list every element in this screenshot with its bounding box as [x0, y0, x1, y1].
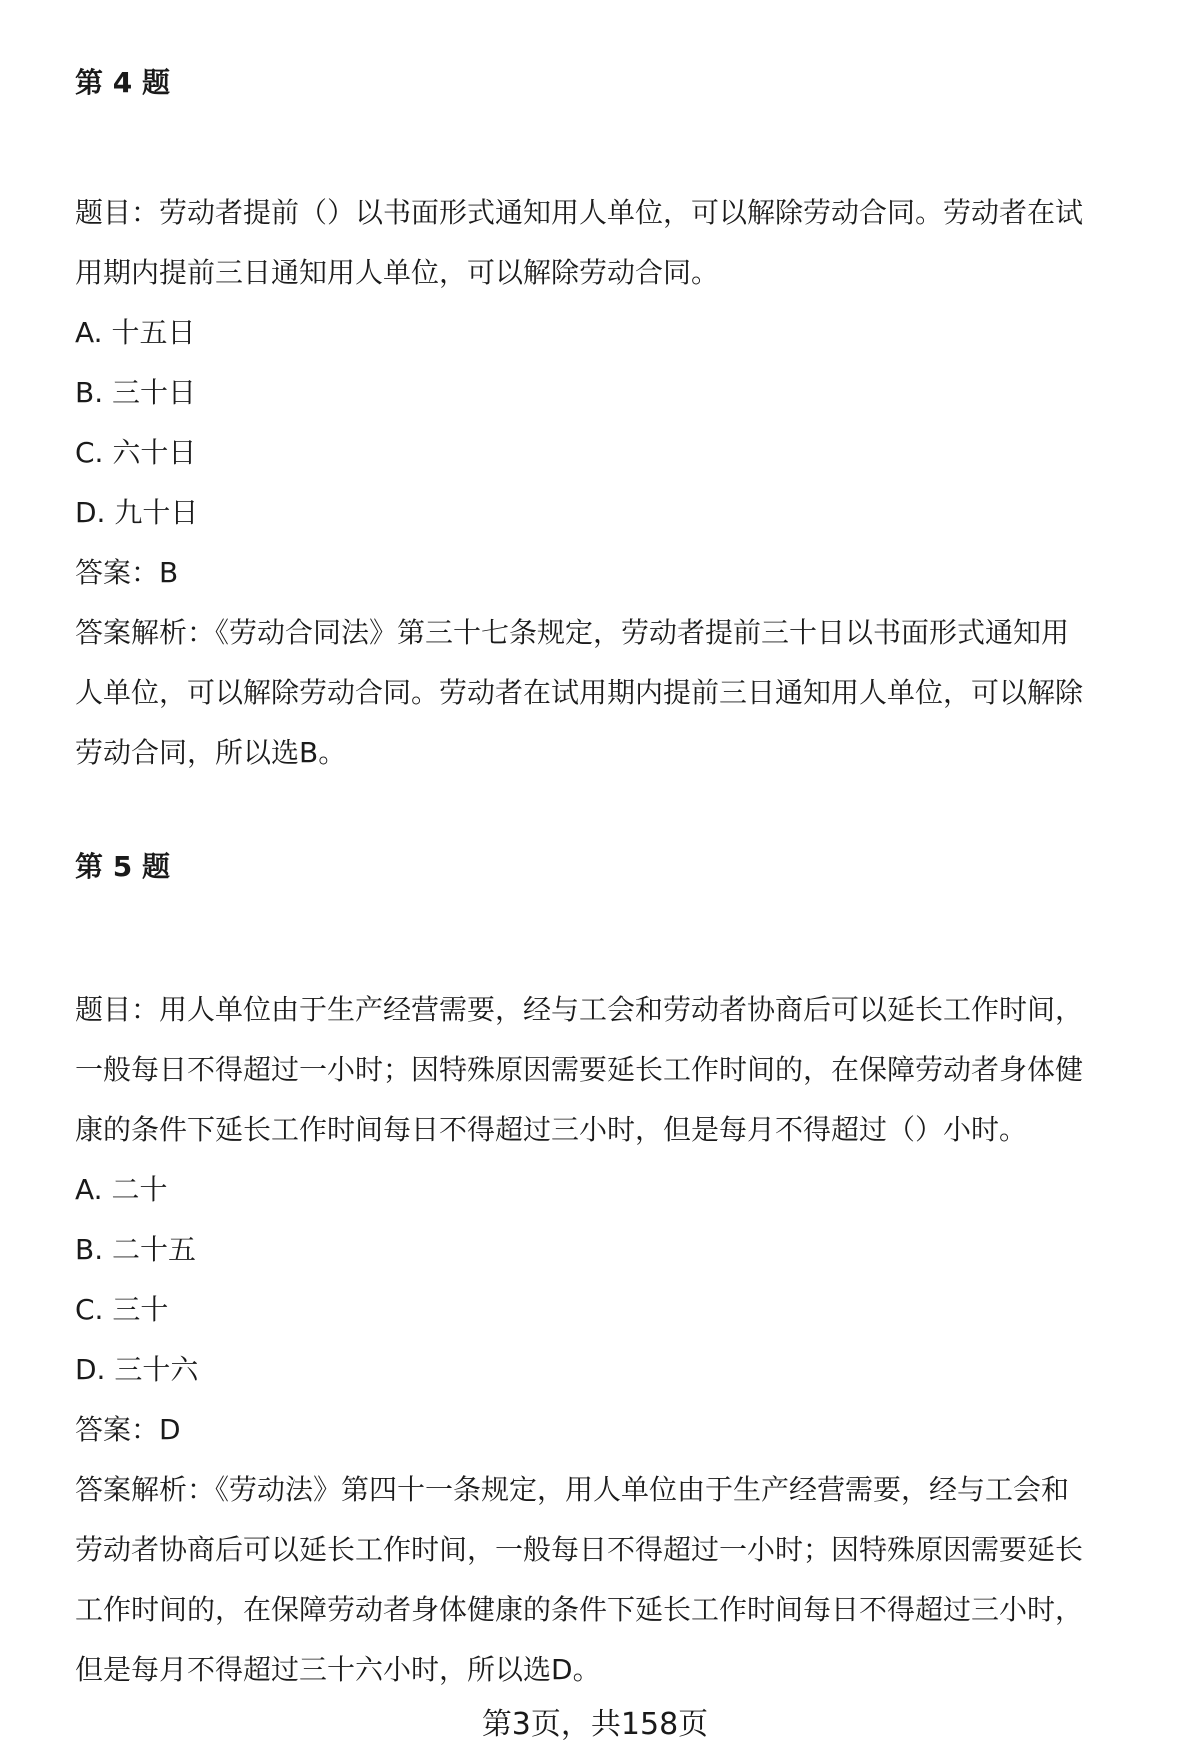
question-4-option-b: B. 三十日 [75, 376, 197, 409]
question-5-analysis-line: 劳动者协商后可以延长工作时间，一般每日不得超过一小时；因特殊原因需要延长 [75, 1533, 1084, 1566]
question-4-body [75, 183, 1165, 783]
question-4-option-a: A. 十五日 [75, 316, 196, 349]
question-5-stem-line: 一般每日不得超过一小时；因特殊原因需要延长工作时间的，在保障劳动者身体健 [75, 1053, 1084, 1086]
question-5-stem-line: 题目：用人单位由于生产经营需要，经与工会和劳动者协商后可以延长工作时间， [75, 993, 1084, 1026]
question-5-body [75, 980, 1165, 1700]
question-4-stem-line: 题目：劳动者提前（）以书面形式通知用人单位，可以解除劳动合同。劳动者在试 [75, 196, 1084, 229]
question-4-answer: 答案：B [75, 556, 179, 589]
question-5-answer: 答案：D [75, 1413, 181, 1446]
question-5-stem-line: 康的条件下延长工作时间每日不得超过三小时，但是每月不得超过（）小时。 [75, 1113, 1028, 1146]
question-5-option-b: B. 二十五 [75, 1233, 197, 1266]
question-5-analysis-line: 但是每月不得超过三十六小时，所以选D。 [75, 1653, 601, 1686]
question-5-option-c: C. 三十 [75, 1293, 169, 1326]
question-4-option-c: C. 六十日 [75, 436, 197, 469]
question-5-heading: 第 5 题 [75, 850, 170, 883]
page-number-footer: 第3页，共158页 [481, 1707, 709, 1742]
question-4-analysis-line: 答案解析：《劳动合同法》第三十七条规定，劳动者提前三十日以书面形式通知用 [75, 616, 1070, 649]
question-4-heading: 第 4 题 [75, 66, 170, 99]
question-4-analysis-line: 劳动合同，所以选B。 [75, 736, 347, 769]
question-4-option-d: D. 九十日 [75, 496, 199, 529]
question-5-analysis-line: 答案解析：《劳动法》第四十一条规定，用人单位由于生产经营需要，经与工会和 [75, 1473, 1070, 1506]
question-5-option-d: D. 三十六 [75, 1353, 199, 1386]
question-4-analysis-line: 人单位，可以解除劳动合同。劳动者在试用期内提前三日通知用人单位，可以解除 [75, 676, 1084, 709]
question-4-stem-line: 用期内提前三日通知用人单位，可以解除劳动合同。 [75, 256, 720, 289]
question-5-option-a: A. 二十 [75, 1173, 168, 1206]
question-5-analysis-line: 工作时间的，在保障劳动者身体健康的条件下延长工作时间每日不得超过三小时， [75, 1593, 1084, 1626]
